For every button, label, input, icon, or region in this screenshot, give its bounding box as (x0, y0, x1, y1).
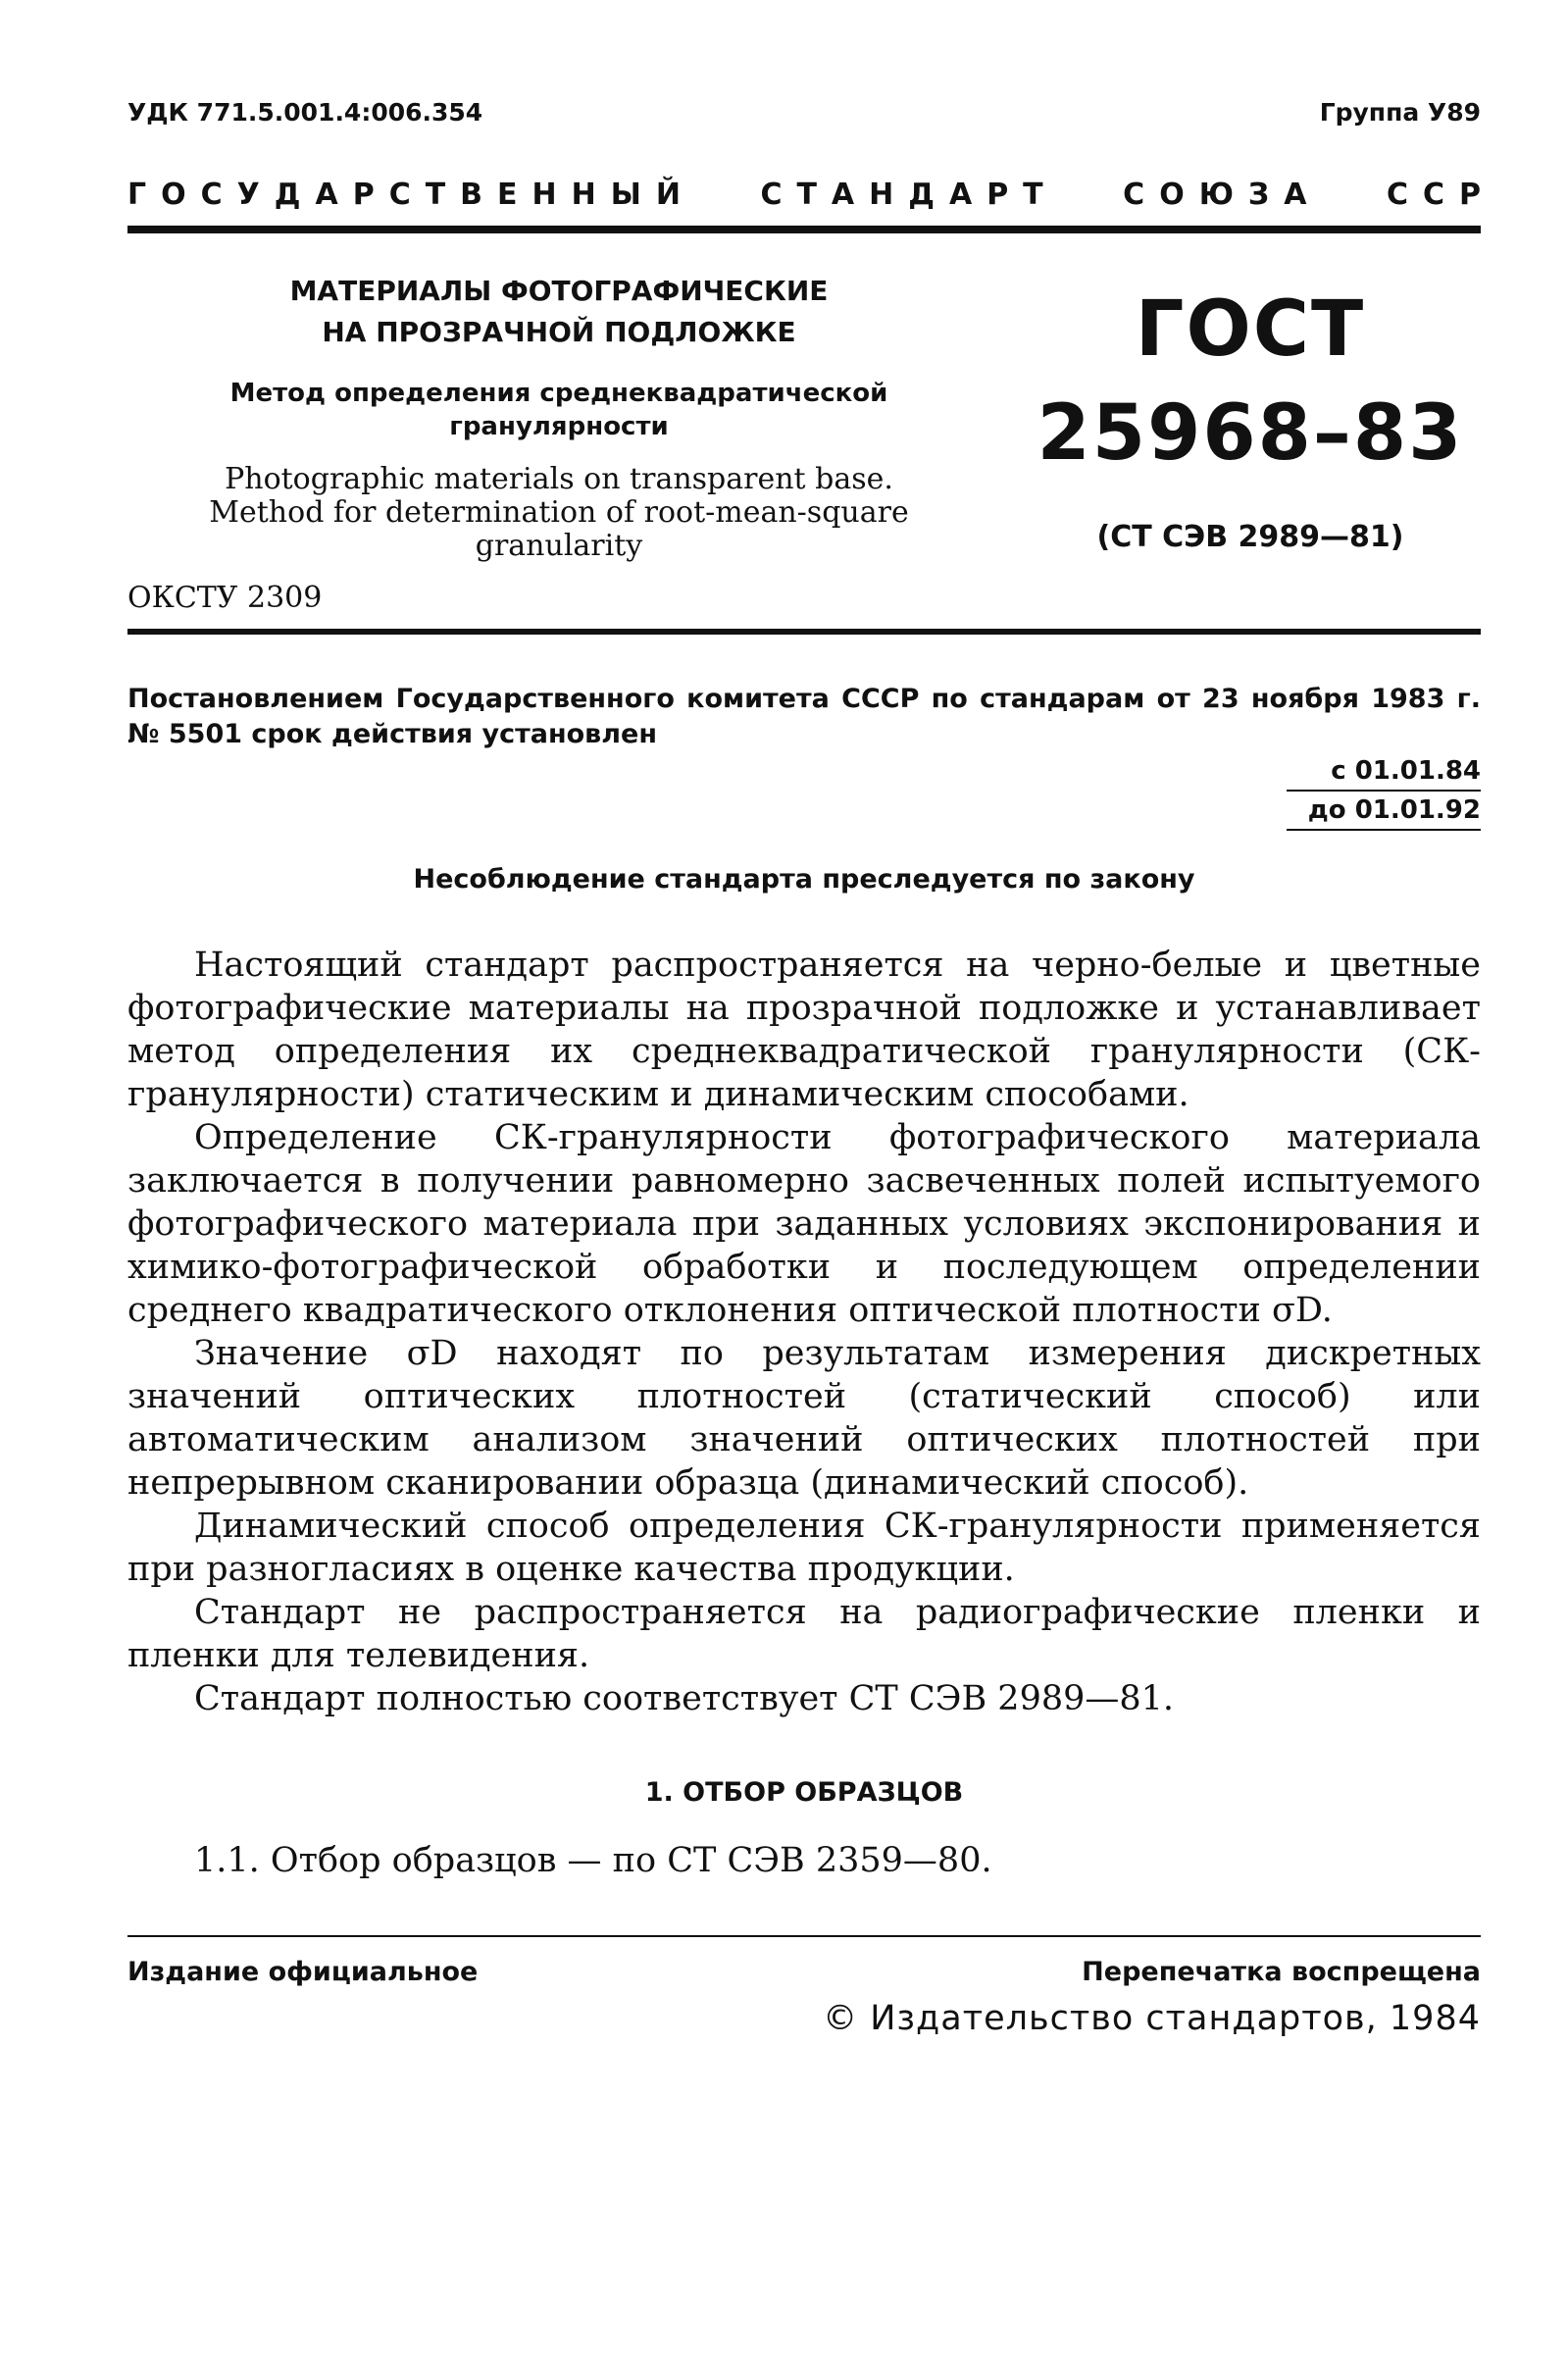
paragraph: Динамический способ определения СК-гранулярности применяется при разногласиях в оценке качества продукции. (127, 1507, 1481, 1589)
cmecon-reference: (СТ СЭВ 2989—81) (1096, 520, 1404, 554)
subtitle-ru: Метод определения среднеквадратической гранулярности (229, 379, 888, 441)
paragraph: Значение σD находят по результатам измерения дискретных значений оптических плотностей (статический способ) или автоматическим анализом значений оптических плотностей при непрерывном сканировании образца (динамический способ). (127, 1334, 1481, 1503)
footer-row (127, 1957, 1481, 1987)
paragraph: Настоящий стандарт распространяется на черно-белые и цветные фотографические материалы на прозрачной подложке и устанавливает метод определения их среднеквадратической гранулярности (СК-гранулярности) статическим и динамическим способами. (127, 946, 1481, 1114)
banner-word: ССР (1386, 178, 1495, 212)
okstu-code: ОКСТУ 2309 (127, 581, 323, 615)
resolution-text: Постановлением Государственного комитета СССР по стандарам от 23 ноября 1983 г. № 5501 срок действия установлен (127, 684, 1481, 749)
paragraph: Стандарт не распространяется на радиографические пленки и пленки для телевидения. (127, 1593, 1481, 1675)
legal-warning: Несоблюдение стандарта преследуется по закону (413, 864, 1195, 895)
paragraph: Определение СК-гранулярности фотографического материала заключается в получении равномерно засвеченных полей испытуемого фотографического материала при заданных условиях экспонирования и химико-фотографической обработки и последующем определении среднего квадратического отклонения оптической плотности σD. (127, 1118, 1481, 1330)
title-divider (127, 629, 1481, 635)
valid-to: до 01.01.92 (1287, 792, 1481, 831)
title-block (127, 271, 1481, 563)
section-item: 1.1. Отбор образцов — по СТ СЭВ 2359—80. (194, 1841, 992, 1880)
paragraph: Стандарт полностью соответствует СТ СЭВ 2989—81. (194, 1679, 1175, 1718)
copyright-line: © Издательство стандартов, 1984 (823, 1999, 1481, 2038)
gost-number-block (990, 271, 1481, 563)
title-left (127, 271, 990, 563)
banner-word: ГОСУДАРСТВЕННЫЙ (127, 178, 695, 212)
body-text (127, 944, 1481, 1720)
valid-from: с 01.01.84 (1287, 752, 1481, 792)
header-divider (127, 226, 1481, 233)
edition-label: Издание официальное (127, 1957, 479, 1987)
title-en: Photographic materials on transparent base. Method for determination of root-mean-square granularity (209, 462, 909, 563)
title-ru: МАТЕРИАЛЫ ФОТОГРАФИЧЕСКИЕ НА ПРОЗРАЧНОЙ ПОДЛОЖКЕ (289, 275, 829, 348)
footer-divider (127, 1935, 1481, 1937)
gost-number: 25968–83 (1037, 389, 1464, 478)
header-row (127, 98, 1481, 127)
group-code: Группа У89 (1319, 98, 1481, 127)
reprint-notice: Перепечатка воспрещена (1082, 1957, 1481, 1987)
gost-word: ГОСТ (1135, 285, 1366, 374)
validity-dates (1287, 752, 1481, 831)
state-standard-banner (127, 178, 1495, 212)
udk-code: УДК 771.5.001.4:006.354 (127, 98, 483, 127)
banner-word: СОЮЗА (1123, 178, 1322, 212)
document-page (127, 98, 1495, 2038)
section-heading: 1. ОТБОР ОБРАЗЦОВ (644, 1777, 964, 1808)
banner-word: СТАНДАРТ (760, 178, 1058, 212)
